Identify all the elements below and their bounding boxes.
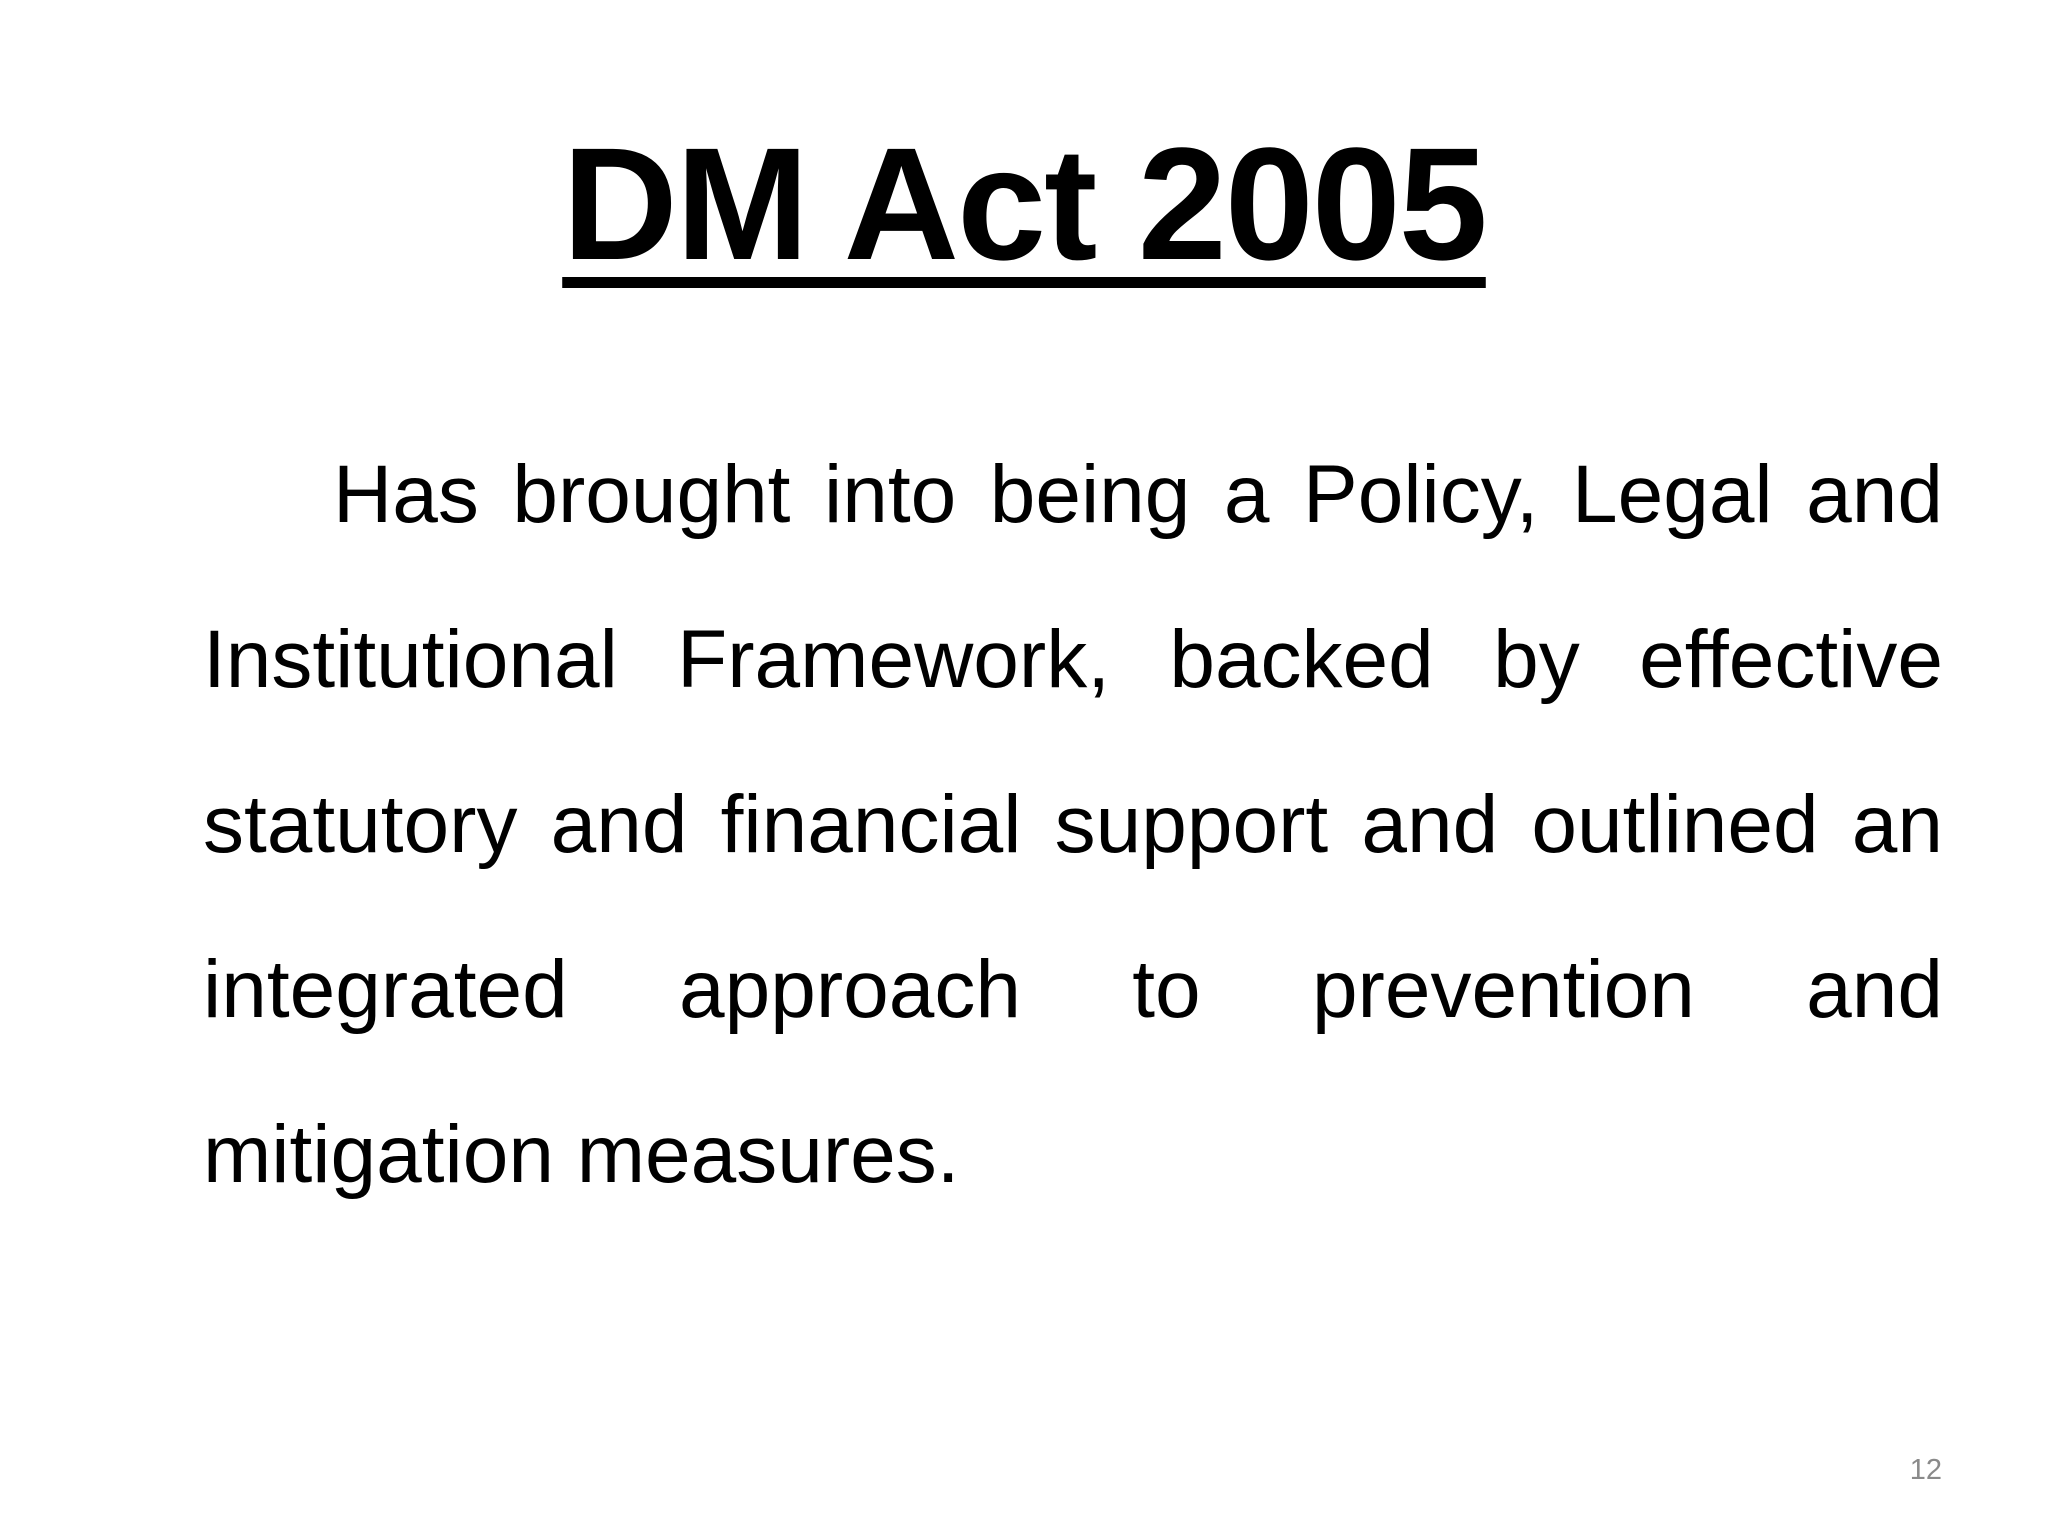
page-number: 12 — [1909, 1454, 1942, 1486]
slide-title — [0, 114, 2048, 293]
slide-body-paragraph: Has brought into being a Policy, Legal and Institutional Framework, backed by effective statutory and financial support and outlined an integrated approach to prevention and mitigation measures. — [203, 449, 1943, 1200]
slide-title-text: DM Act 2005 — [562, 114, 1486, 293]
